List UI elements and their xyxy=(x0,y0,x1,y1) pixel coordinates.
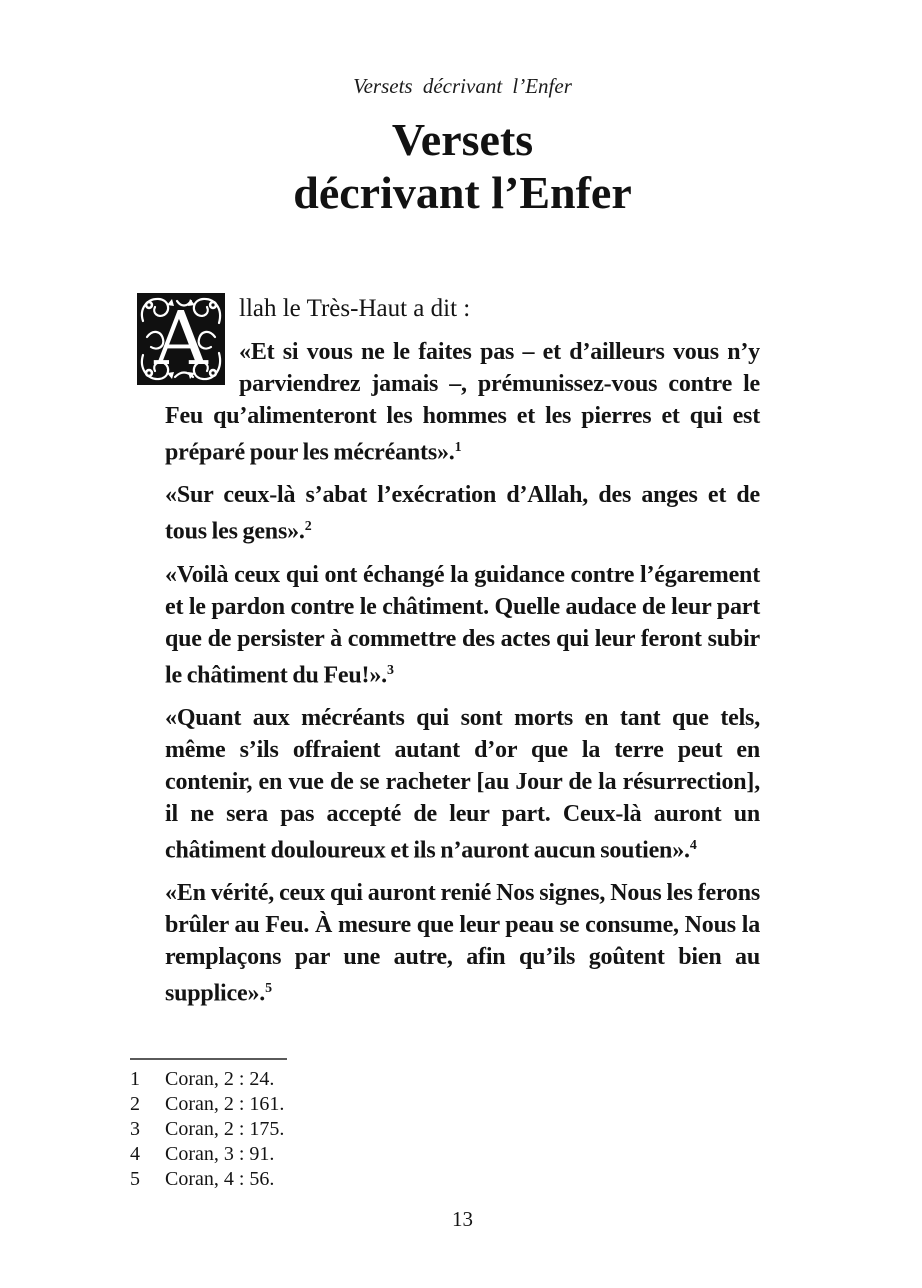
footnote-text: Coran, 2 : 161. xyxy=(165,1093,285,1115)
footnote-line-5 xyxy=(130,1167,760,1192)
footnote-line-1 xyxy=(130,1067,760,1092)
verse-text: En vérité, ceux qui auront renié Nos signes, Nous les ferons brûler au Feu. À mesure que leur peau se consume, Nous la remplaçons par une autre, afin qu’ils goûtent bien au supplice xyxy=(165,880,760,1007)
footnote-ref-5: 5 xyxy=(265,981,273,997)
ornate-close-quote: » xyxy=(369,662,382,689)
drop-cap-ornament-icon xyxy=(137,293,225,385)
verse-paragraph-1 xyxy=(165,336,760,468)
footnote-number: 3 xyxy=(130,1118,140,1140)
footnote-ref-2: 2 xyxy=(304,519,312,535)
verse-period: . xyxy=(298,518,305,545)
verse-text: Voilà ceux qui ont échangé la guidance contre l’égarement et le pardon contre le châtiment. Quelle audace de leur part que de persister à commettre des actes qui leur feront subir le châtiment du Feu! xyxy=(165,561,760,689)
ornate-close-quote: » xyxy=(287,518,299,545)
footnote-text: Coran, 3 : 91. xyxy=(165,1143,275,1165)
ornate-open-quote: « xyxy=(165,705,177,732)
verse-paragraph-3 xyxy=(165,559,760,691)
footnote-line-2 xyxy=(130,1092,760,1117)
footnotes-block xyxy=(130,1058,760,1192)
verse-period: . xyxy=(684,837,690,864)
footnote-line-4 xyxy=(130,1142,760,1167)
footnote-rule xyxy=(130,1058,287,1060)
verse-paragraph-2 xyxy=(165,479,760,547)
footnote-number: 4 xyxy=(130,1143,140,1165)
footnote-number: 5 xyxy=(130,1168,140,1190)
footnote-ref-1: 1 xyxy=(454,440,462,455)
intro-line: llah le Très-Haut a dit : xyxy=(239,295,471,322)
verse-paragraph-5 xyxy=(165,877,760,1009)
ornate-open-quote: « xyxy=(165,880,177,907)
verse-text: Quant aux mécréants qui sont morts en tant que tels, même s’ils offraient autant d’or que la terre peut en contenir, en vue de se racheter [au Jour de la résurrection], il ne sera pas accepté de leur part. Ceux-là auront un châtiment douloureux et ils n’auront aucun soutien xyxy=(165,705,760,864)
verse-text: Sur ceux-là s’abat l’exécration d’Allah, des anges et de tous les gens xyxy=(165,482,760,545)
footnote-text: Coran, 4 : 56. xyxy=(165,1168,275,1190)
verse-period: . xyxy=(381,662,387,689)
ornate-close-quote: » xyxy=(436,439,449,466)
verse-period: . xyxy=(448,439,455,466)
ornate-close-quote: » xyxy=(672,837,684,864)
ornate-open-quote: « xyxy=(165,482,177,509)
chapter-title-line2: décrivant l’Enfer xyxy=(293,167,632,218)
verse-period: . xyxy=(259,980,266,1007)
chapter-title xyxy=(165,113,760,219)
ornate-open-quote: « xyxy=(239,339,251,365)
chapter-title-line1: Versets xyxy=(391,114,534,165)
body-text xyxy=(154,293,760,1010)
footnote-ref-4: 4 xyxy=(689,838,697,854)
page-number: 13 xyxy=(452,1207,473,1231)
ornate-open-quote: « xyxy=(165,561,177,588)
verse-text: Et si vous ne le faites pas – et d’ailleurs vous n’y parviendrez jamais –, prémunissez-vous contre le Feu qu’alimenteront les hommes et les pierres et qui est préparé pour les mécréants xyxy=(165,339,760,466)
drop-cap-letter: A xyxy=(154,296,208,382)
footnote-number: 1 xyxy=(130,1068,140,1090)
footnote-text: Coran, 2 : 175. xyxy=(165,1118,285,1140)
footnote-number: 2 xyxy=(130,1093,140,1115)
ornate-close-quote: » xyxy=(247,980,260,1007)
footnote-text: Coran, 2 : 24. xyxy=(165,1068,275,1090)
footnote-line-3 xyxy=(130,1117,760,1142)
footnote-ref-3: 3 xyxy=(386,662,394,678)
running-header: Versets décrivant l’Enfer xyxy=(353,74,572,98)
verse-paragraph-4 xyxy=(165,702,760,866)
